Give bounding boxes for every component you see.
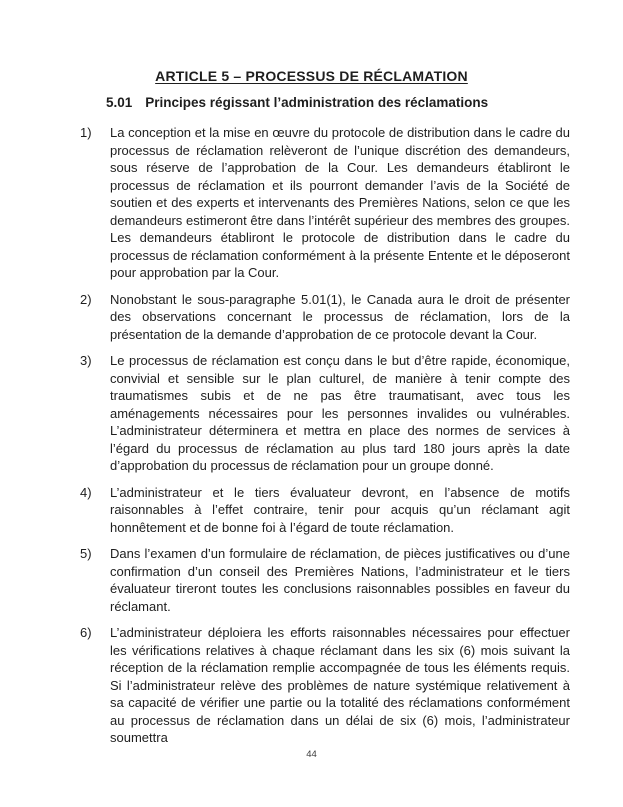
paragraph-number: 2) — [80, 291, 92, 307]
numbered-paragraph-list — [80, 124, 572, 756]
paragraph-text: Le processus de réclamation est conçu dans le but d’être rapide, économique, convivial et sensible sur le plan culturel, de manière à tenir compte des traumatismes subis et de ne pas être traumatisant, avec tous les aménagements nécessaires pour les personnes invalides ou vulnérables. L’administrateur déterminera et mettra en place des normes de services à l’égard du processus de réclamation au plus tard 180 jours après la date d’approbation du processus de réclamation pour un groupe donné. — [110, 353, 570, 473]
paragraph-text: L’administrateur déploiera les efforts raisonnables nécessaires pour effectuer les vérifications relatives à chaque réclamant dans les six (6) mois suivant la réception de la réclamation remplie accompagnée de tous les éléments requis. Si l’administrateur relève des problèmes de nature systémique relativement à sa capacité de vérifier une partie ou la totalité des réclamations conformément au processus de réclamation dans un délai de six (6) mois, l’administrateur soumettra — [110, 625, 570, 745]
paragraph-text: Nonobstant le sous-paragraphe 5.01(1), le Canada aura le droit de présenter des observations concernant le processus de réclamation, lors de la présentation de la demande d’approbation de ce protocole devant la Cour. — [110, 291, 570, 342]
paragraph-text: Dans l’examen d’un formulaire de réclamation, de pièces justificatives ou d’une confirmation d’un conseil des Premières Nations, l’administrateur et le tiers évaluateur tireront toutes les conclusions raisonnables possibles en faveur du réclamant. — [110, 546, 570, 614]
claim-paragraph — [80, 124, 572, 282]
claim-paragraph — [80, 291, 572, 344]
paragraph-number: 3) — [80, 353, 92, 368]
claim-paragraph — [80, 545, 572, 615]
paragraph-text: La conception et la mise en œuvre du protocole de distribution dans le cadre du processus de réclamation relèveront de l’unique discrétion des demandeurs, sous réserve de l’approbation de la Cour. Les demandeurs établiront le processus de réclamation et ils pourront demander l’avis de la Société de soutien et des experts et intervenants des Premières Nations, selon ce que les demandeurs estimeront être dans l’intérêt supérieur des membres des groupes. Les demandeurs établiront le protocole de distribution dans le cadre du processus de réclamation conformément à la présente Entente et le déposeront pour approbation par la Cour. — [110, 125, 570, 280]
page-number-label: 44 — [306, 749, 317, 760]
paragraph-number: 5) — [80, 546, 92, 561]
page-title: ARTICLE 5 – PROCESSUS DE RÉCLAMATION — [155, 68, 468, 84]
paragraph-number: 1) — [80, 125, 92, 140]
section-number: 5.01 — [106, 95, 133, 110]
paragraph-number: 6) — [80, 625, 92, 640]
section-heading-label: Principes régissant l’administration des réclamations — [145, 95, 489, 110]
claim-paragraph — [80, 624, 572, 747]
claim-paragraph — [80, 352, 572, 475]
paragraph-text: L’administrateur et le tiers évaluateur devront, en l’absence de motifs raisonnables à l’effet contraire, tenir pour acquis qu’un réclamant agit honnêtement et de bonne foi à l’égard de toute réclamation. — [110, 484, 570, 535]
claim-paragraph — [80, 484, 572, 537]
paragraph-number: 4) — [80, 484, 92, 500]
section-heading — [106, 95, 488, 110]
